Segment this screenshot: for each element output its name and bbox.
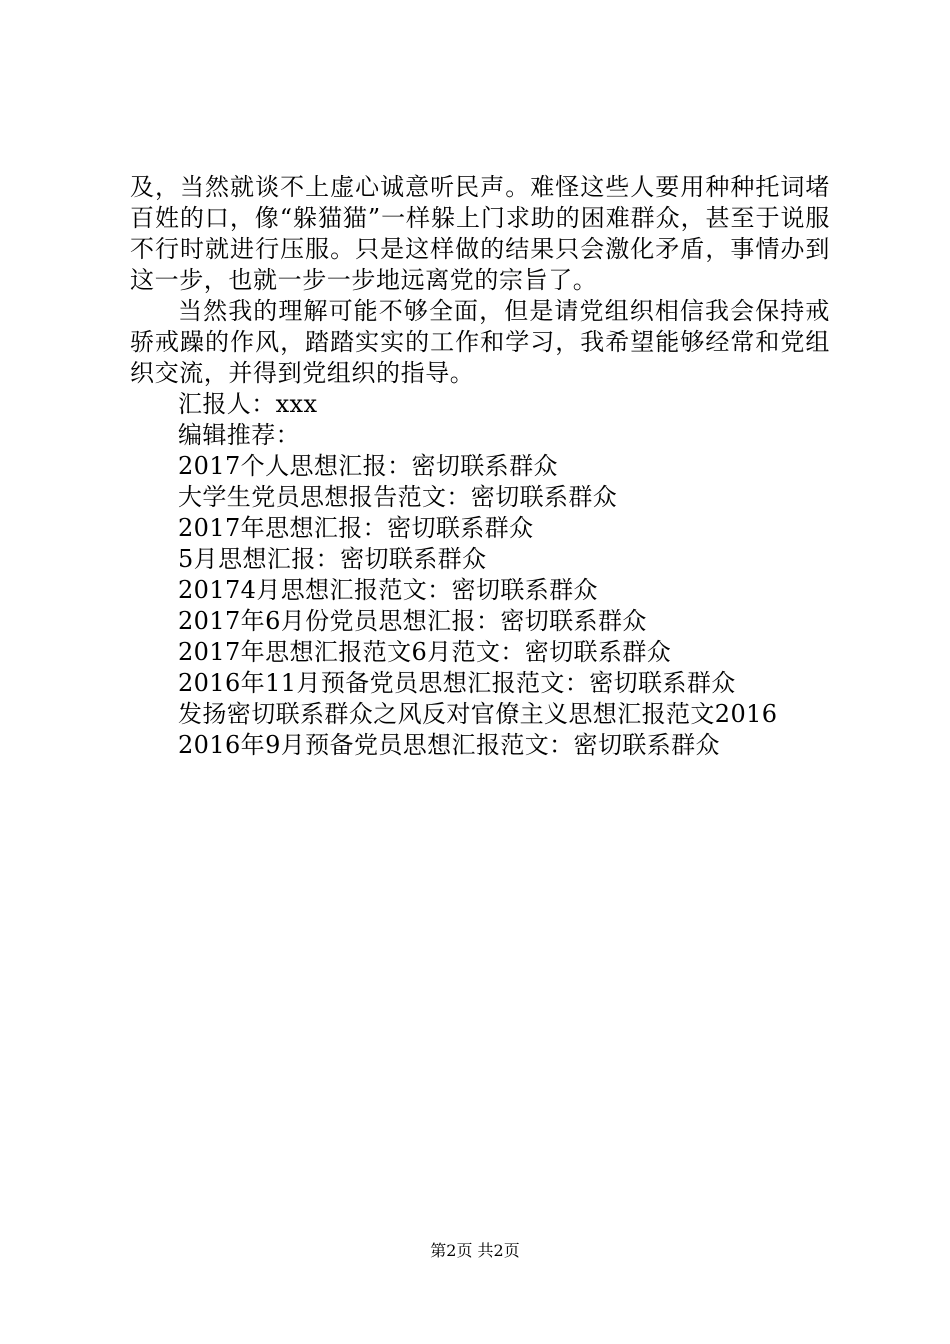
recommended-link[interactable]: 2017年思想汇报：密切联系群众 xyxy=(178,514,534,542)
page-number: 第2页 共2页 xyxy=(430,1241,520,1260)
body-paragraph: 及，当然就谈不上虚心诚意听民声。难怪这些人要用种种托词堵百姓的口，像“躲猫猫”一样躲上门求助的困难群众，甚至于说服不行时就进行压服。只是这样做的结果只会激化矛盾，事情办到这一步，也就一步一步地远离党的宗旨了。 xyxy=(130,173,830,294)
recommend-heading: 编辑推荐： xyxy=(178,421,300,449)
recommended-link[interactable]: 5月思想汇报：密切联系群众 xyxy=(178,545,487,573)
reporter-signature: 汇报人：xxx xyxy=(178,390,318,418)
recommended-list xyxy=(130,451,830,761)
recommended-link[interactable]: 2017个人思想汇报：密切联系群众 xyxy=(178,452,558,480)
recommended-link[interactable]: 2017年6月份党员思想汇报：密切联系群众 xyxy=(178,607,647,635)
recommended-link[interactable]: 发扬密切联系群众之风反对官僚主义思想汇报范文2016 xyxy=(178,700,778,728)
recommended-link[interactable]: 2016年9月预备党员思想汇报范文：密切联系群众 xyxy=(178,731,720,759)
recommended-link[interactable]: 大学生党员思想报告范文：密切联系群众 xyxy=(178,483,618,511)
recommended-link[interactable]: 2017年思想汇报范文6月范文：密切联系群众 xyxy=(178,638,672,666)
document-body xyxy=(130,172,830,761)
body-paragraph: 当然我的理解可能不够全面，但是请党组织相信我会保持戒骄戒躁的作风，踏踏实实的工作和学习，我希望能够经常和党组织交流，并得到党组织的指导。 xyxy=(130,297,830,387)
recommended-link[interactable]: 20174月思想汇报范文：密切联系群众 xyxy=(178,576,598,604)
page-footer xyxy=(0,1241,950,1261)
recommended-link[interactable]: 2016年11月预备党员思想汇报范文：密切联系群众 xyxy=(178,669,736,697)
